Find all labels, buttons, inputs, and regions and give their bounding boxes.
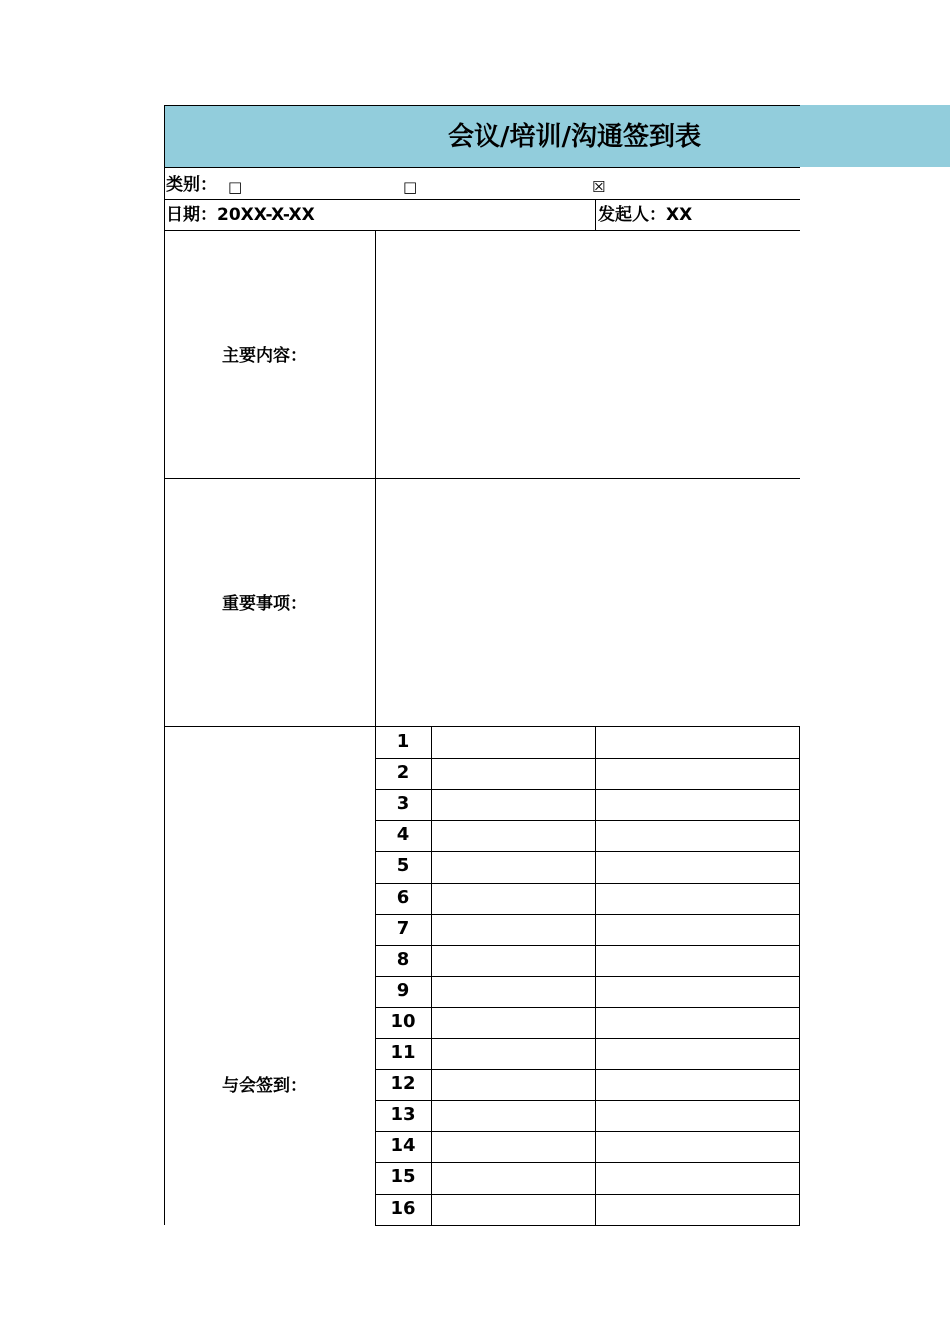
important-items-area[interactable]	[376, 479, 800, 726]
signature-cell[interactable]	[596, 728, 800, 758]
name-cell[interactable]	[432, 977, 595, 1007]
divider	[595, 199, 596, 230]
signature-cell[interactable]	[596, 1195, 800, 1225]
signature-cell[interactable]	[596, 915, 800, 945]
name-cell[interactable]	[432, 759, 595, 789]
name-cell[interactable]	[432, 1195, 595, 1225]
name-cell[interactable]	[432, 1008, 595, 1038]
signature-cell[interactable]	[596, 821, 800, 851]
signature-cell[interactable]	[596, 1070, 800, 1100]
attendance-row-number: 14	[390, 1135, 416, 1156]
name-cell[interactable]	[432, 946, 595, 976]
column-divider	[595, 727, 596, 1225]
name-cell[interactable]	[432, 1163, 595, 1194]
divider	[164, 726, 800, 727]
divider	[164, 167, 800, 168]
name-cell[interactable]	[432, 852, 595, 883]
signature-cell[interactable]	[596, 884, 800, 914]
attendance-row-number: 16	[390, 1198, 416, 1219]
name-cell[interactable]	[432, 1070, 595, 1100]
attendance-row-number: 3	[396, 793, 410, 814]
name-cell[interactable]	[432, 915, 595, 945]
signature-cell[interactable]	[596, 946, 800, 976]
attendance-row-number: 12	[390, 1073, 416, 1094]
attendance-row-number: 4	[396, 824, 410, 845]
name-cell[interactable]	[432, 790, 595, 820]
column-divider	[799, 727, 800, 1225]
name-cell[interactable]	[432, 1039, 595, 1069]
initiator-label: 发起人：XX	[598, 205, 693, 225]
row-divider	[375, 1225, 800, 1226]
signature-cell[interactable]	[596, 1039, 800, 1069]
name-cell[interactable]	[432, 821, 595, 851]
main-content-area[interactable]	[376, 231, 800, 478]
left-border	[164, 105, 165, 1225]
attendance-row-number: 6	[396, 887, 410, 908]
signature-cell[interactable]	[596, 790, 800, 820]
name-cell[interactable]	[432, 728, 595, 758]
signature-cell[interactable]	[596, 759, 800, 789]
attendance-row-number: 7	[396, 918, 410, 939]
date-label: 日期：20XX-X-XX	[166, 205, 315, 225]
attendance-row-number: 2	[396, 762, 410, 783]
signature-cell[interactable]	[596, 1163, 800, 1194]
attendance-row-number: 15	[390, 1166, 416, 1187]
signature-cell[interactable]	[596, 852, 800, 883]
name-cell[interactable]	[432, 1132, 595, 1162]
signature-cell[interactable]	[596, 1008, 800, 1038]
important-items-label: 重要事项：	[222, 594, 307, 614]
attendance-row-number: 9	[396, 980, 410, 1001]
signature-cell[interactable]	[596, 977, 800, 1007]
name-cell[interactable]	[432, 884, 595, 914]
attendance-row-number: 1	[396, 731, 410, 752]
attendance-row-number: 5	[396, 855, 410, 876]
name-cell[interactable]	[432, 1101, 595, 1131]
checkbox-icon[interactable]: □	[228, 178, 243, 196]
signature-cell[interactable]	[596, 1132, 800, 1162]
attendance-row-number: 13	[390, 1104, 416, 1125]
checkbox-icon[interactable]: □	[403, 178, 418, 196]
attendance-label: 与会签到：	[222, 1076, 307, 1096]
attendance-row-number: 8	[396, 949, 410, 970]
category-label: 类别：	[166, 175, 217, 195]
main-content-label: 主要内容：	[222, 346, 307, 366]
column-divider	[431, 727, 432, 1225]
divider	[164, 199, 800, 200]
checked-checkbox-icon[interactable]: ☒	[592, 178, 606, 196]
page-title: 会议/培训/沟通签到表	[448, 122, 701, 152]
attendance-row-number: 10	[390, 1011, 416, 1032]
signature-cell[interactable]	[596, 1101, 800, 1131]
attendance-row-number: 11	[390, 1042, 416, 1063]
